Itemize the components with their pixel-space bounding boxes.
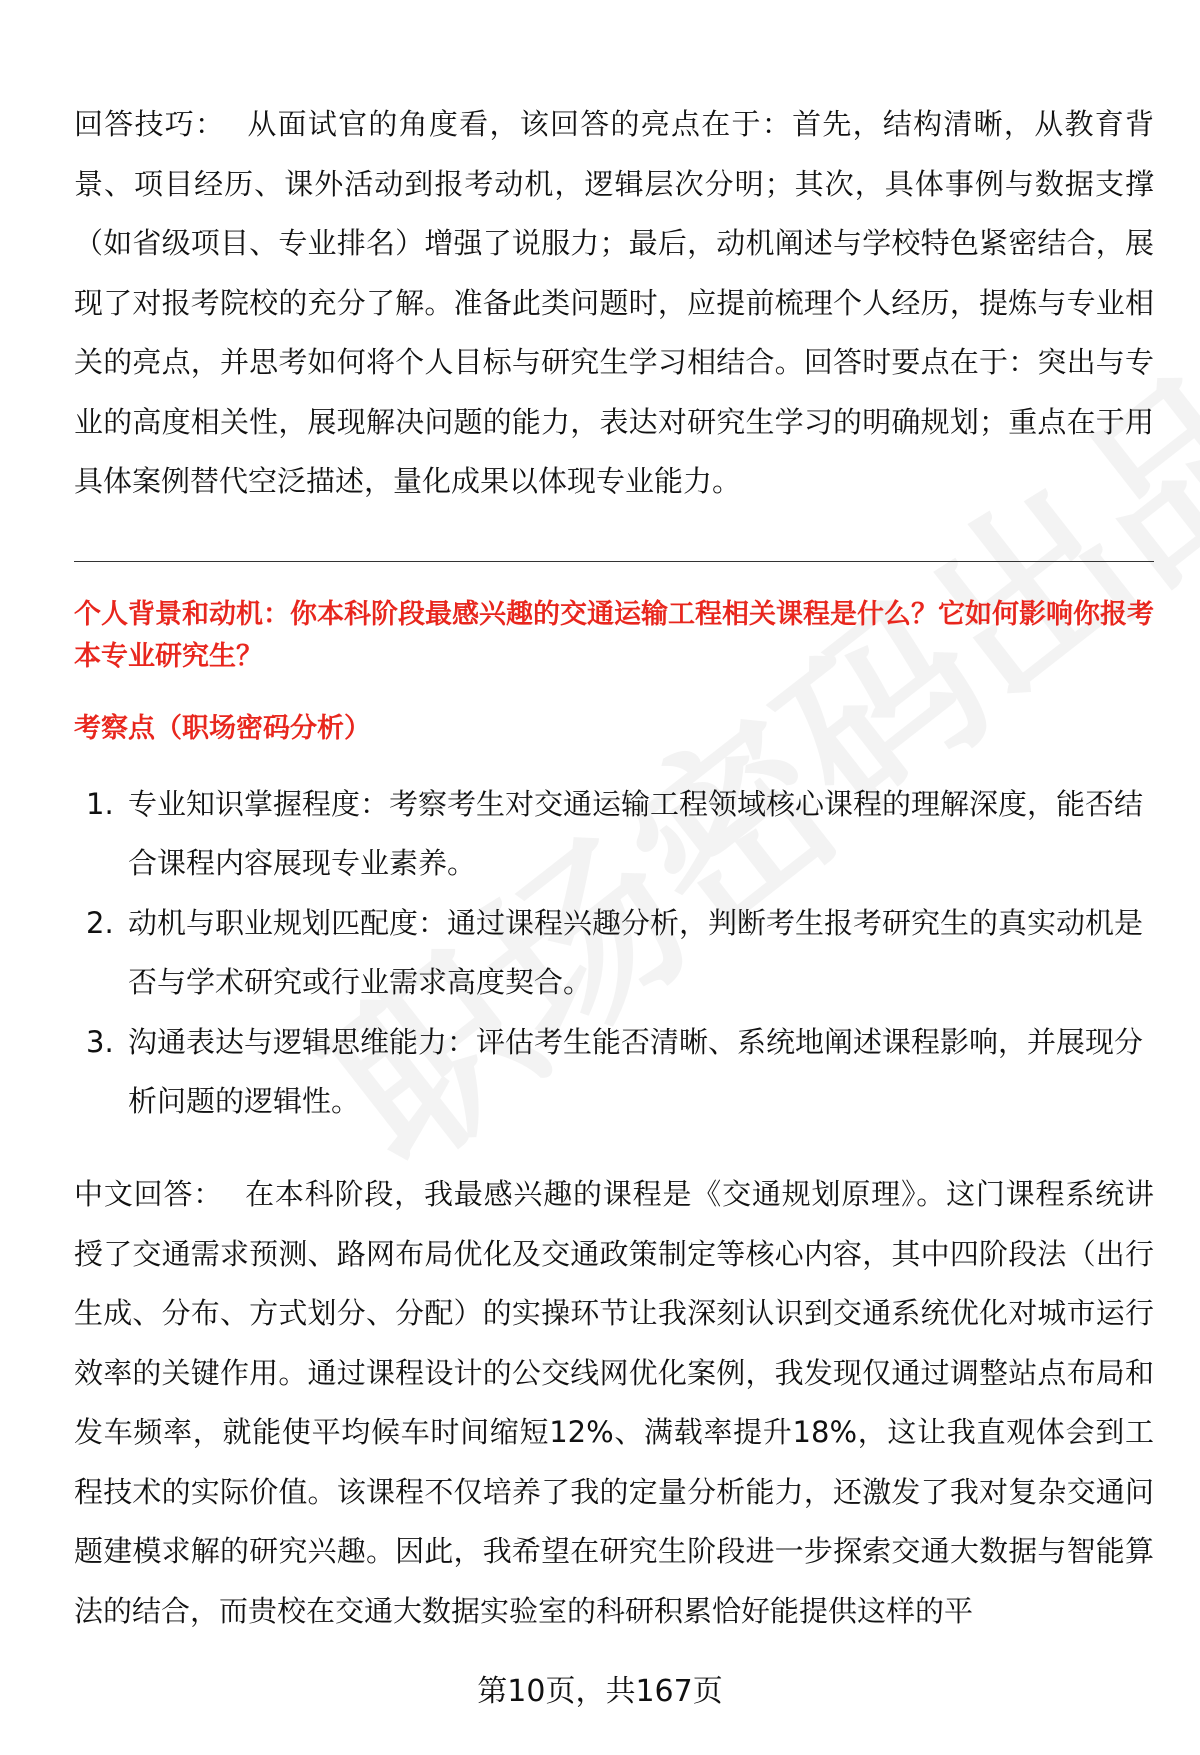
section-divider [74,561,1154,562]
question-heading: 个人背景和动机：你本科阶段最感兴趣的交通运输工程相关课程是什么？它如何影响你报考本专业研究生？ [74,599,1154,672]
list-item [74,894,1154,1012]
answer-text: 在本科阶段，我最感兴趣的课程是《交通规划原理》。这门课程系统讲授了交通需求预测、路网布局优化及交通政策制定等核心内容，其中四阶段法（出行生成、分布、方式划分、分配）的实操环节让我深刻认识到交通系统优化对城市运行效率的关键作用。通过课程设计的公交线网优化案例，我发现仅通过调整站点布局和发车频率，就能使平均候车时间缩短12%、满载率提升18%，这让我直观体会到工程技术的实际价值。该课程不仅培养了我的定量分析能力，还激发了我对复杂交通问题建模求解的研究兴趣。因此，我希望在研究生阶段进一步探索交通大数据与智能算法的结合，而贵校在交通大数据实验室的科研积累恰好能提供这样的平 [74,1177,1154,1628]
tips-label: 回答技巧： [74,107,226,141]
answer-paragraph [74,1165,1154,1641]
list-item [74,775,1154,893]
tips-section [74,95,1154,512]
page-footer: 第10页，共167页 [477,1674,723,1709]
list-item-text: 动机与职业规划匹配度：通过课程兴趣分析，判断考生报考研究生的真实动机是否与学术研究或行业需求高度契合。 [128,906,1144,999]
tips-text: 从面试官的角度看，该回答的亮点在于：首先，结构清晰，从教育背景、项目经历、课外活动到报考动机，逻辑层次分明；其次，具体事例与数据支撑（如省级项目、专业排名）增强了说服力；最后，动机阐述与学校特色紧密结合，展现了对报考院校的充分了解。准备此类问题时，应提前梳理个人经历，提炼与专业相关的亮点，并思考如何将个人目标与研究生学习相结合。回答时要点在于：突出与专业的高度相关性，展现解决问题的能力，表达对研究生学习的明确规划；重点在于用具体案例替代空泛描述，量化成果以体现专业能力。 [74,107,1154,498]
assessment-title: 考察点（职场密码分析） [74,713,371,744]
tips-paragraph [74,95,1154,512]
assessment-list [74,775,1154,1132]
list-item-number: 2. [86,906,114,940]
answer-label: 中文回答： [74,1177,224,1211]
list-item-text: 专业知识掌握程度：考察考生对交通运输工程领域核心课程的理解深度，能否结合课程内容展现专业素养。 [128,787,1144,880]
list-item-number: 1. [86,787,114,821]
list-item-number: 3. [86,1025,114,1059]
list-item [74,1013,1154,1131]
list-item-text: 沟通表达与逻辑思维能力：评估考生能否清晰、系统地阐述课程影响，并展现分析问题的逻辑性。 [128,1025,1144,1118]
